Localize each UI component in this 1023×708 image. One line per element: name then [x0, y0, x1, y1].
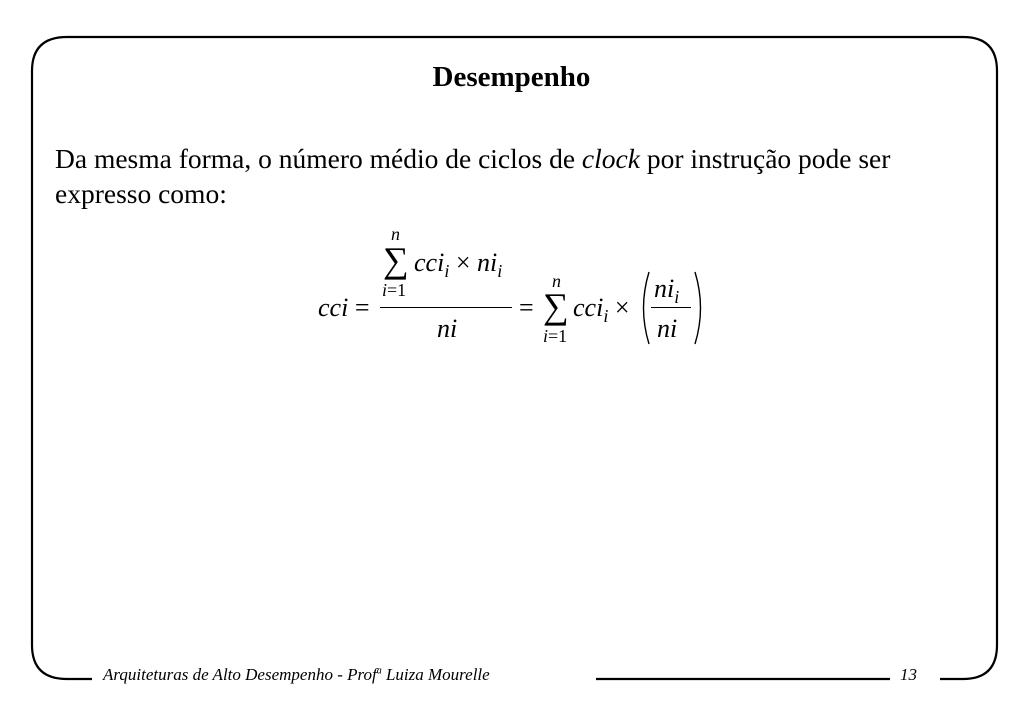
inner-ni: ni — [654, 274, 675, 303]
inner-fraction-bar — [651, 307, 691, 308]
sum-upper-limit: n — [391, 224, 400, 244]
equals-sign: = — [519, 293, 534, 322]
denominator: ni — [437, 314, 458, 343]
body-emphasis: clock — [581, 143, 640, 174]
term-sub-i: i — [603, 306, 609, 326]
sum-term — [573, 293, 630, 325]
page-number: 13 — [900, 665, 917, 684]
numerator-expression — [414, 248, 502, 280]
numerator-sub-i-2: i — [497, 261, 503, 281]
inner-numerator — [654, 274, 679, 306]
fraction-bar — [380, 307, 512, 308]
footer-author: Luiza Mourelle — [381, 665, 490, 684]
sum2-upper-limit: n — [552, 271, 561, 291]
formula — [300, 222, 740, 362]
inner-sub-i: i — [674, 287, 680, 307]
footer-course — [103, 665, 490, 685]
footer-course-text: Arquiteturas de Alto Desempenho - Prof — [103, 665, 377, 684]
body-prefix: Da mesma forma, o número médio de ciclos de — [55, 143, 582, 174]
slide-title: Desempenho — [432, 61, 591, 93]
body-suffix: por instrução pode ser expresso como: — [55, 143, 891, 209]
sum-lower-limit: i=1 — [382, 280, 407, 300]
times-symbol-2: × — [614, 293, 630, 322]
sum2-lower-limit: i=1 — [543, 326, 568, 346]
numerator-ni: ni — [477, 248, 498, 277]
summation-symbol: ∑ — [383, 240, 409, 280]
term-cci: cci — [573, 293, 604, 322]
numerator-cci: cci — [414, 248, 445, 277]
slide-body-text — [55, 141, 985, 211]
formula-lhs: cci = — [318, 293, 370, 322]
slide-footer — [0, 663, 1023, 691]
times-symbol: × — [455, 248, 471, 277]
footer-superscript: a — [376, 665, 382, 677]
summation-symbol-2: ∑ — [543, 286, 569, 326]
numerator-sub-i: i — [444, 261, 450, 281]
inner-denominator: ni — [657, 314, 678, 343]
